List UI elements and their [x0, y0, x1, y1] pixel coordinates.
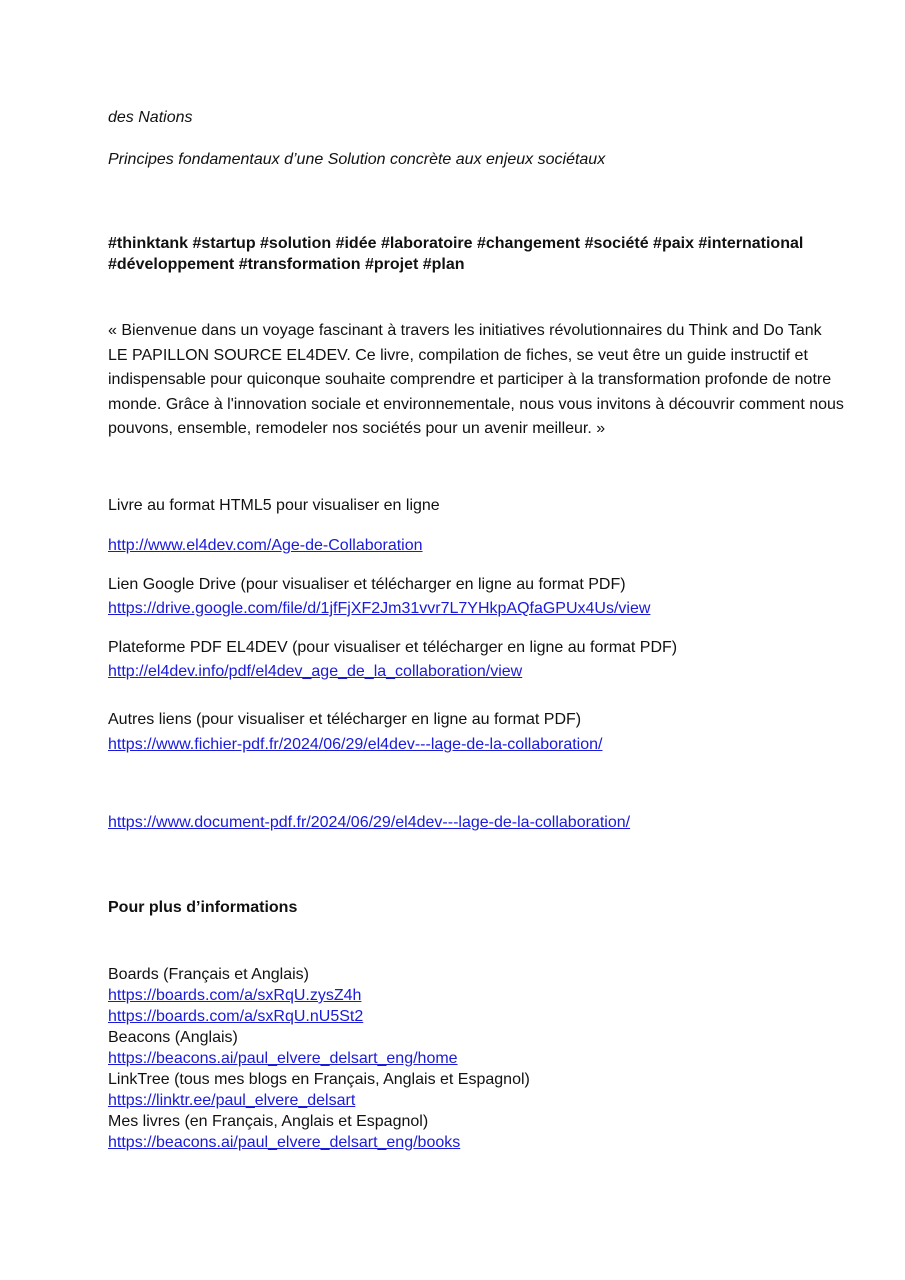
linktree-label: LinkTree (tous mes blogs en Français, Anglais et Espagnol) — [108, 1071, 530, 1088]
document-page — [108, 0, 844, 1280]
hashtags-block — [108, 233, 808, 275]
more-info-list — [108, 964, 530, 1153]
boards-link-2[interactable]: https://boards.com/a/sxRqU.nU5St2 — [108, 1008, 364, 1025]
html5-label: Livre au format HTML5 pour visualiser en ligne — [108, 497, 440, 514]
document-pdf-link[interactable]: https://www.document-pdf.fr/2024/06/29/el4dev---lage-de-la-collaboration/ — [108, 814, 631, 831]
boards-link-1[interactable]: https://boards.com/a/sxRqU.zysZ4h — [108, 987, 362, 1004]
boards-label: Boards (Français et Anglais) — [108, 966, 309, 983]
platform-label: Plateforme PDF EL4DEV (pour visualiser et télécharger en ligne au format PDF) — [108, 639, 678, 656]
hashtags-line-1: #thinktank #startup #solution #idée #laboratoire #changement #société #paix #international — [108, 235, 804, 252]
books-link[interactable]: https://beacons.ai/paul_elvere_delsart_eng/books — [108, 1134, 461, 1151]
gdrive-link[interactable]: https://drive.google.com/file/d/1jfFjXF2Jm31vvr7L7YHkpAQfaGPUx4Us/view — [108, 600, 651, 617]
intro-line: pouvons, ensemble, remodeler nos sociétés pour un avenir meilleur. » — [108, 420, 606, 437]
intro-line: LE PAPILLON SOURCE EL4DEV. Ce livre, compilation de fiches, se veut être un guide instructif et — [108, 346, 808, 364]
header-line: des Nations — [108, 109, 193, 126]
gdrive-label: Lien Google Drive (pour visualiser et télécharger en ligne au format PDF) — [108, 576, 626, 593]
intro-line: « Bienvenue dans un voyage fascinant à travers les initiatives révolutionnaires du Think and Do Tank — [108, 322, 822, 339]
intro-line: monde. Grâce à l'innovation sociale et environnementale, nous vous invitons à découvrir comment nous — [108, 395, 844, 413]
beacons-link[interactable]: https://beacons.ai/paul_elvere_delsart_eng/home — [108, 1050, 458, 1067]
fichier-pdf-link[interactable]: https://www.fichier-pdf.fr/2024/06/29/el4dev---lage-de-la-collaboration/ — [108, 736, 603, 753]
linktree-link[interactable]: https://linktr.ee/paul_elvere_delsart — [108, 1092, 356, 1109]
other-links-label: Autres liens (pour visualiser et télécharger en ligne au format PDF) — [108, 711, 582, 728]
beacons-label: Beacons (Anglais) — [108, 1029, 238, 1046]
html5-link[interactable]: http://www.el4dev.com/Age-de-Collaboration — [108, 537, 423, 554]
more-info-heading: Pour plus d’informations — [108, 899, 298, 916]
intro-line: indispensable pour quiconque souhaite comprendre et participer à la transformation profonde de notre — [108, 371, 832, 388]
books-label: Mes livres (en Français, Anglais et Espagnol) — [108, 1113, 429, 1130]
platform-link[interactable]: http://el4dev.info/pdf/el4dev_age_de_la_collaboration/view — [108, 663, 523, 680]
intro-paragraph — [108, 319, 844, 442]
hashtags-line-2: #développement #transformation #projet #plan — [108, 256, 465, 273]
document-subtitle: Principes fondamentaux d’une Solution concrète aux enjeux sociétaux — [108, 151, 606, 168]
